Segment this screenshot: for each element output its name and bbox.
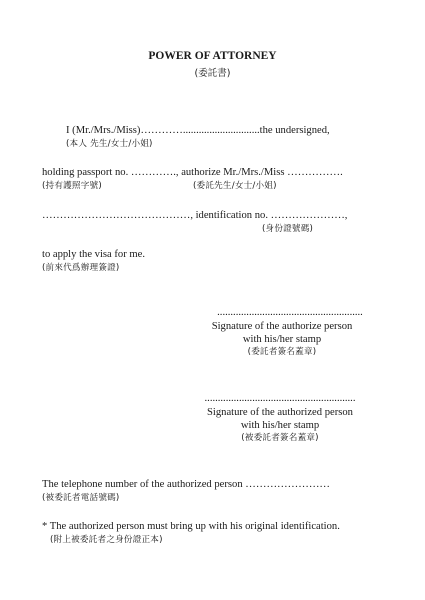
identification-note-chinese: (附上被委託者之身份證正本)	[50, 535, 163, 545]
document-title-chinese: (委託書)	[194, 68, 231, 79]
principal-name-line: I (Mr./Mrs./Miss)………….............................the undersigned,	[66, 125, 330, 136]
identification-note: * The authorized person must bring up with his original identification.	[42, 521, 340, 532]
passport-authorize-line: holding passport no. …………., authorize Mr./Mrs./Miss …………….	[42, 167, 343, 178]
authorized-signature-caption-chinese: (被委託者簽名蓋章)	[241, 433, 319, 443]
authorized-signature-line: .........................................................	[204, 393, 356, 404]
principal-signature-caption-chinese: (委託者簽名蓋章)	[247, 347, 317, 357]
identification-number-line: ……………………………………, identification no. …………………,	[42, 210, 348, 221]
visa-purpose-line: to apply the visa for me.	[42, 249, 145, 260]
authorized-stamp-caption: with his/her stamp	[240, 420, 320, 431]
principal-signature-caption: Signature of the authorize person	[211, 321, 353, 332]
document-title: POWER OF ATTORNEY	[148, 50, 277, 62]
principal-signature-line: .......................................................	[217, 307, 363, 318]
authorized-signature-caption: Signature of the authorized person	[207, 407, 353, 418]
telephone-number-line-chinese: (被委託者電話號碼)	[42, 493, 120, 503]
principal-stamp-caption: with his/her stamp	[242, 334, 322, 345]
identification-number-label-chinese: (身份證號碼)	[262, 224, 314, 234]
authorized-name-label-chinese: (委託先生/女士/小姐)	[193, 181, 277, 191]
passport-number-label-chinese: (持有護照字號)	[42, 181, 102, 191]
telephone-number-line: The telephone number of the authorized person ……………………	[42, 479, 331, 490]
principal-name-line-chinese: (本人 先生/女士/小姐)	[66, 139, 153, 149]
visa-purpose-line-chinese: (前來代爲辦理簽證)	[42, 263, 120, 273]
